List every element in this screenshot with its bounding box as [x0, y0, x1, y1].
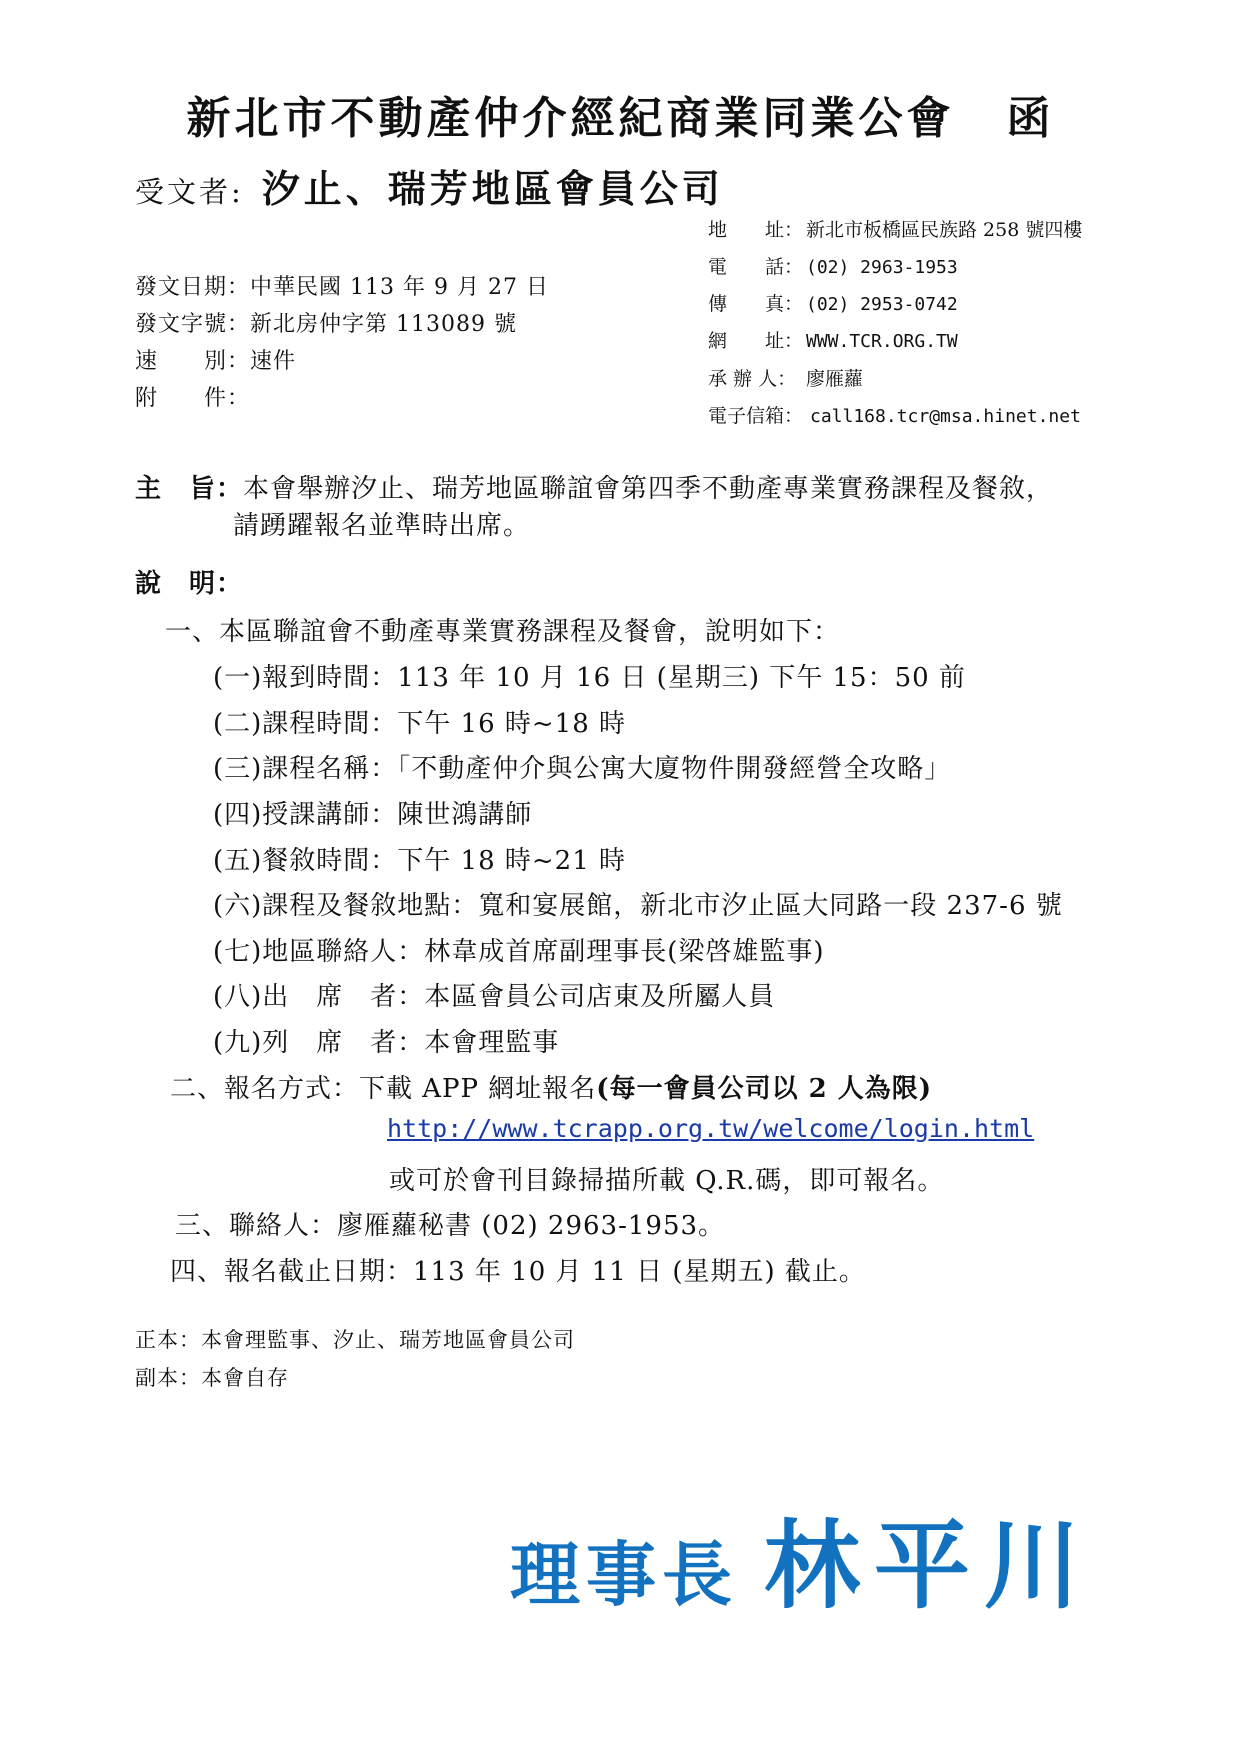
meta-label: 發文日期 — [135, 275, 228, 300]
section-4-deadline: 四、報名截止日期：113 年 10 月 11 日 (星期五) 截止。 — [170, 1257, 866, 1287]
section-2-registration — [170, 1068, 932, 1105]
subject-text: 本會舉辦汐止、瑞芳地區聯誼會第四季不動產專業實務課程及餐敘， — [243, 474, 1054, 504]
section-3-contact: 三、聯絡人：廖雁蘿秘書 (02) 2963-1953。 — [175, 1211, 726, 1241]
contact-label: 電子信箱： — [708, 405, 804, 427]
contact-value: 廖雁蘿 — [806, 368, 864, 390]
list-item: (三)課程名稱：「不動產仲介與公寓大廈物件開發經營全攻略」 — [213, 754, 952, 784]
contact-address — [708, 215, 1082, 242]
subject-label: 主 旨： — [135, 474, 244, 504]
association-name: 新北市不動產仲介經紀商業同業公會 — [186, 93, 955, 144]
contact-handler — [708, 364, 863, 391]
meta-value: 速件 — [250, 349, 297, 374]
contact-label: 地 址： — [708, 219, 804, 241]
list-item: (五)餐敘時間：下午 18 時~21 時 — [213, 846, 627, 876]
contact-value: 新北市板橋區民族路 258 號四樓 — [806, 219, 1083, 241]
contact-value: WWW.TCR.ORG.TW — [806, 331, 958, 352]
contact-label: 網 址： — [708, 330, 804, 352]
meta-doc-number: 發文字號：新北房仲字第 113089 號 — [135, 312, 518, 337]
meta-urgency: 速 別：速件 — [135, 349, 297, 374]
recipient-label: 受文者: — [135, 175, 244, 209]
subject-line-1 — [135, 468, 1053, 505]
list-item: (九)列 席 者：本會理監事 — [213, 1028, 560, 1058]
contact-phone — [708, 252, 958, 279]
contact-label: 電 話： — [708, 256, 804, 278]
signature-name: 林平川 — [764, 1510, 1094, 1622]
signature — [510, 1490, 1094, 1627]
registration-limit: (每一會員公司以 2 人為限) — [596, 1074, 933, 1104]
letter-title — [0, 82, 1241, 146]
list-item: (七)地區聯絡人：林韋成首席副理事長(梁啓雄監事) — [213, 937, 825, 967]
signature-title: 理事長 — [510, 1534, 738, 1616]
list-item: (一)報到時間：113 年 10 月 16 日 (星期三) 下午 15：50 前 — [213, 663, 966, 693]
list-item: (二)課程時間：下午 16 時~18 時 — [213, 709, 627, 739]
contact-value: call168.tcr@msa.hinet.net — [810, 406, 1081, 427]
meta-label: 速 別 — [135, 349, 228, 374]
list-item: (八)出 席 者：本區會員公司店東及所屬人員 — [213, 982, 776, 1012]
distribution-original: 正本：本會理監事、汐止、瑞芳地區會員公司 — [135, 1328, 575, 1352]
meta-label: 附 件 — [135, 386, 228, 411]
registration-link[interactable]: http://www.tcrapp.org.tw/welcome/login.html — [387, 1114, 1035, 1143]
explanation-label: 說 明： — [135, 569, 244, 599]
meta-label: 發文字號 — [135, 312, 228, 337]
recipient-value: 汐止、瑞芳地區會員公司 — [261, 166, 724, 211]
contact-label: 承 辦 人： — [708, 368, 797, 390]
list-item: (四)授課講師：陳世鴻講師 — [213, 800, 533, 830]
recipient-line — [135, 158, 724, 213]
contact-value: (02) 2953-0742 — [806, 294, 958, 315]
meta-value: 中華民國 113 年 9 月 27 日 — [250, 275, 549, 300]
subject-line-2: 請踴躍報名並準時出席。 — [233, 511, 531, 541]
contact-website — [708, 326, 958, 353]
contact-email — [708, 401, 1081, 428]
section-1-heading: 一、本區聯誼會不動產專業實務課程及餐會，說明如下： — [165, 617, 841, 647]
distribution-copy: 副本：本會自存 — [135, 1366, 289, 1390]
list-item: (六)課程及餐敘地點：寬和宴展館，新北市汐止區大同路一段 237-6 號 — [213, 891, 1063, 921]
document-type: 函 — [1006, 93, 1055, 144]
meta-date: 發文日期：中華民國 113 年 9 月 27 日 — [135, 275, 549, 300]
contact-value: (02) 2963-1953 — [806, 257, 958, 278]
meta-attachment: 附 件： — [135, 386, 251, 411]
contact-label: 傳 真： — [708, 293, 804, 315]
contact-fax — [708, 289, 958, 316]
registration-note: 或可於會刊目錄掃描所載 Q.R.碼，即可報名。 — [389, 1166, 945, 1196]
registration-method: 二、報名方式：下載 APP 網址報名 — [170, 1074, 597, 1104]
meta-value: 新北房仲字第 113089 號 — [250, 312, 518, 337]
